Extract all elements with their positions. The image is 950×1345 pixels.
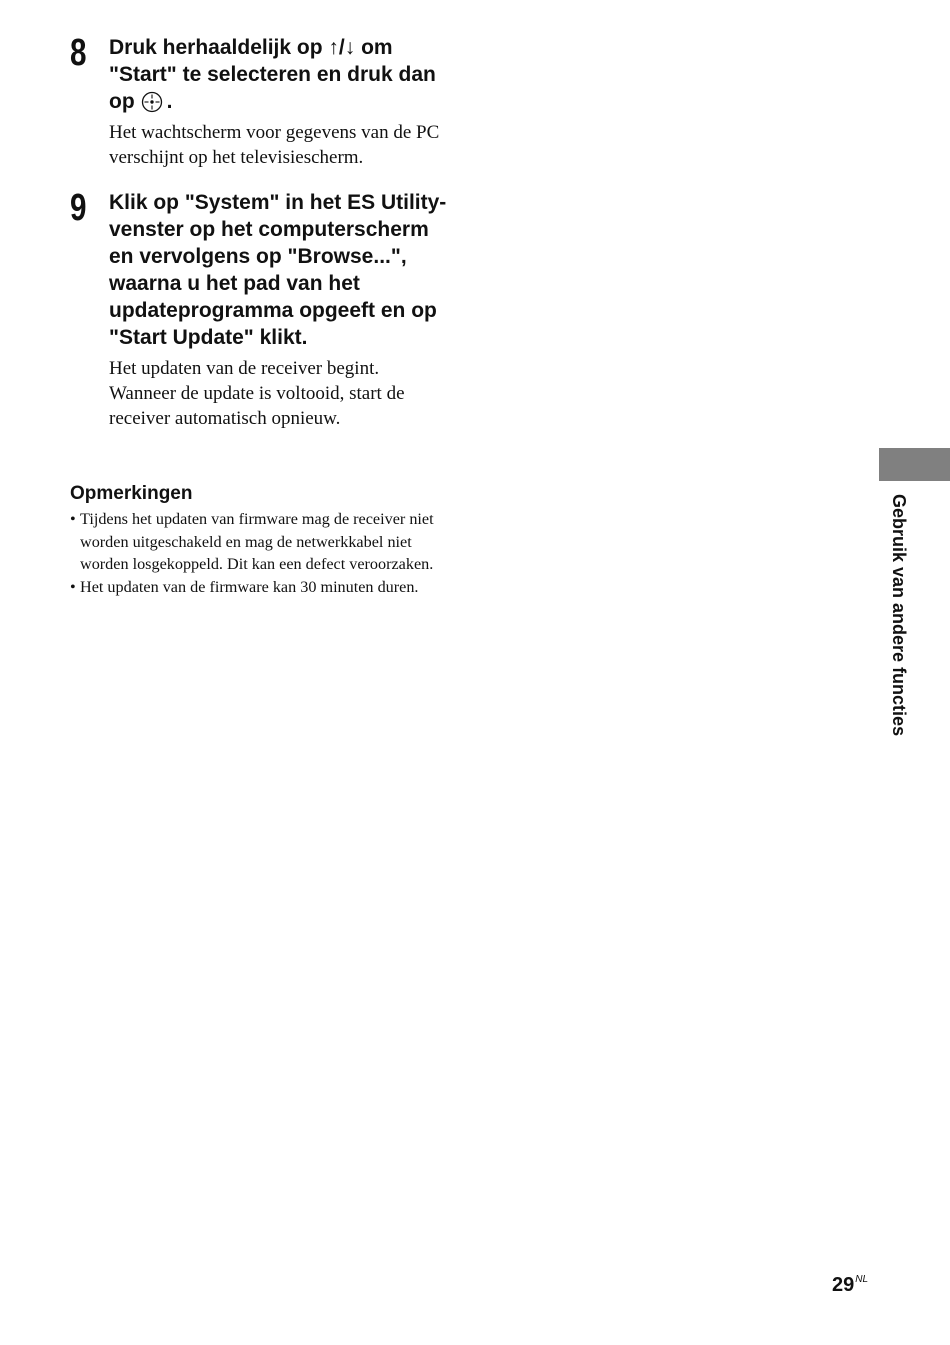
- up-down-arrows: ↑/↓: [328, 36, 356, 59]
- section-tab-marker: [879, 448, 950, 481]
- notes-list: [70, 508, 450, 599]
- step-number: 9: [70, 187, 87, 229]
- page-number: [832, 1274, 868, 1297]
- step-description: Het updaten van de receiver begint. Wanneer de update is voltooid, start de receiver automatisch opnieuw.: [109, 358, 405, 429]
- section-side-label: Gebruik van andere functies: [889, 494, 909, 737]
- page-number-value: 29: [832, 1274, 855, 1296]
- enter-button-icon: [141, 91, 163, 113]
- heading-text: om "Start" te selecteren en druk dan op: [109, 36, 436, 113]
- bullet: •: [70, 510, 76, 528]
- note-text: Tijdens het updaten van firmware mag de receiver niet worden uitgeschakeld en mag de netwerkkabel niet worden losgekoppeld. Dit kan een defect veroorzaken.: [80, 510, 434, 574]
- note-text: Het updaten van de firmware kan 30 minuten duren.: [80, 578, 419, 597]
- bullet: •: [70, 578, 76, 597]
- note-item: [70, 508, 450, 576]
- step-8: [70, 34, 450, 170]
- note-item: [70, 576, 450, 599]
- step-number: 8: [70, 32, 87, 74]
- step-description: Het wachtscherm voor gegevens van de PC verschijnt op het televisiescherm.: [109, 122, 440, 168]
- heading-text: Druk herhaaldelijk op: [109, 36, 329, 59]
- notes-title: Opmerkingen: [70, 483, 193, 504]
- page-language-suffix: NL: [855, 1274, 869, 1285]
- step-heading: Klik op "System" in het ES Utility-venster op het computerscherm en vervolgens op "Browse...", waarna u het pad van het updateprogramma opgeeft en op "Start Update" klikt.: [109, 191, 447, 349]
- notes-section: [70, 482, 450, 599]
- heading-period: .: [166, 90, 173, 113]
- step-heading: [109, 34, 450, 115]
- step-9: [70, 189, 450, 431]
